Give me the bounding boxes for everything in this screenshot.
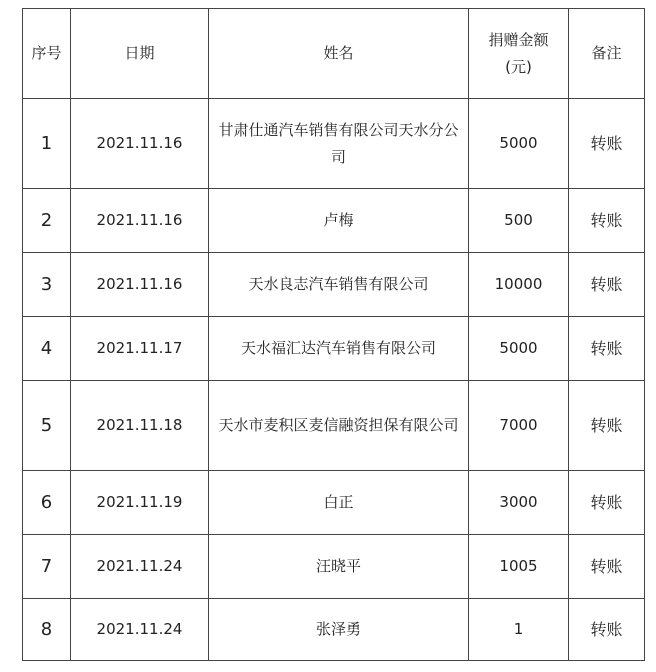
amount-cell: 10000 <box>469 253 569 317</box>
date-cell: 2021.11.16 <box>71 253 209 317</box>
note-cell: 转账 <box>569 253 645 317</box>
amount-cell: 1 <box>469 599 569 661</box>
header-note: 备注 <box>569 9 645 99</box>
note-cell: 转账 <box>569 317 645 381</box>
header-name: 姓名 <box>209 9 469 99</box>
amount-cell: 5000 <box>469 317 569 381</box>
header-date: 日期 <box>71 9 209 99</box>
donation-table <box>22 8 645 661</box>
table-row <box>23 317 645 381</box>
date-cell: 2021.11.16 <box>71 99 209 189</box>
note-cell: 转账 <box>569 471 645 535</box>
note-cell: 转账 <box>569 599 645 661</box>
seq-cell: 8 <box>23 599 71 661</box>
table-row <box>23 599 645 661</box>
note-cell: 转账 <box>569 99 645 189</box>
name-cell: 白正 <box>209 471 469 535</box>
name-cell: 天水良志汽车销售有限公司 <box>209 253 469 317</box>
table-row <box>23 189 645 253</box>
table-row <box>23 535 645 599</box>
name-cell: 天水福汇达汽车销售有限公司 <box>209 317 469 381</box>
table-row <box>23 99 645 189</box>
note-cell: 转账 <box>569 381 645 471</box>
table-row <box>23 471 645 535</box>
amount-cell: 500 <box>469 189 569 253</box>
seq-cell: 1 <box>23 99 71 189</box>
seq-cell: 2 <box>23 189 71 253</box>
note-cell: 转账 <box>569 535 645 599</box>
date-cell: 2021.11.24 <box>71 599 209 661</box>
table-header-row <box>23 9 645 99</box>
name-cell: 天水市麦积区麦信融资担保有限公司 <box>209 381 469 471</box>
name-cell: 卢梅 <box>209 189 469 253</box>
date-cell: 2021.11.18 <box>71 381 209 471</box>
seq-cell: 4 <box>23 317 71 381</box>
amount-cell: 3000 <box>469 471 569 535</box>
amount-cell: 5000 <box>469 99 569 189</box>
note-cell: 转账 <box>569 189 645 253</box>
name-cell: 张泽勇 <box>209 599 469 661</box>
date-cell: 2021.11.17 <box>71 317 209 381</box>
seq-cell: 7 <box>23 535 71 599</box>
date-cell: 2021.11.16 <box>71 189 209 253</box>
amount-cell: 7000 <box>469 381 569 471</box>
date-cell: 2021.11.24 <box>71 535 209 599</box>
seq-cell: 5 <box>23 381 71 471</box>
header-amount: 捐赠金额(元) <box>469 9 569 99</box>
seq-cell: 3 <box>23 253 71 317</box>
date-cell: 2021.11.19 <box>71 471 209 535</box>
table-row <box>23 381 645 471</box>
amount-cell: 1005 <box>469 535 569 599</box>
header-seq: 序号 <box>23 9 71 99</box>
name-cell: 甘肃仕通汽车销售有限公司天水分公司 <box>209 99 469 189</box>
seq-cell: 6 <box>23 471 71 535</box>
name-cell: 汪晓平 <box>209 535 469 599</box>
table-row <box>23 253 645 317</box>
